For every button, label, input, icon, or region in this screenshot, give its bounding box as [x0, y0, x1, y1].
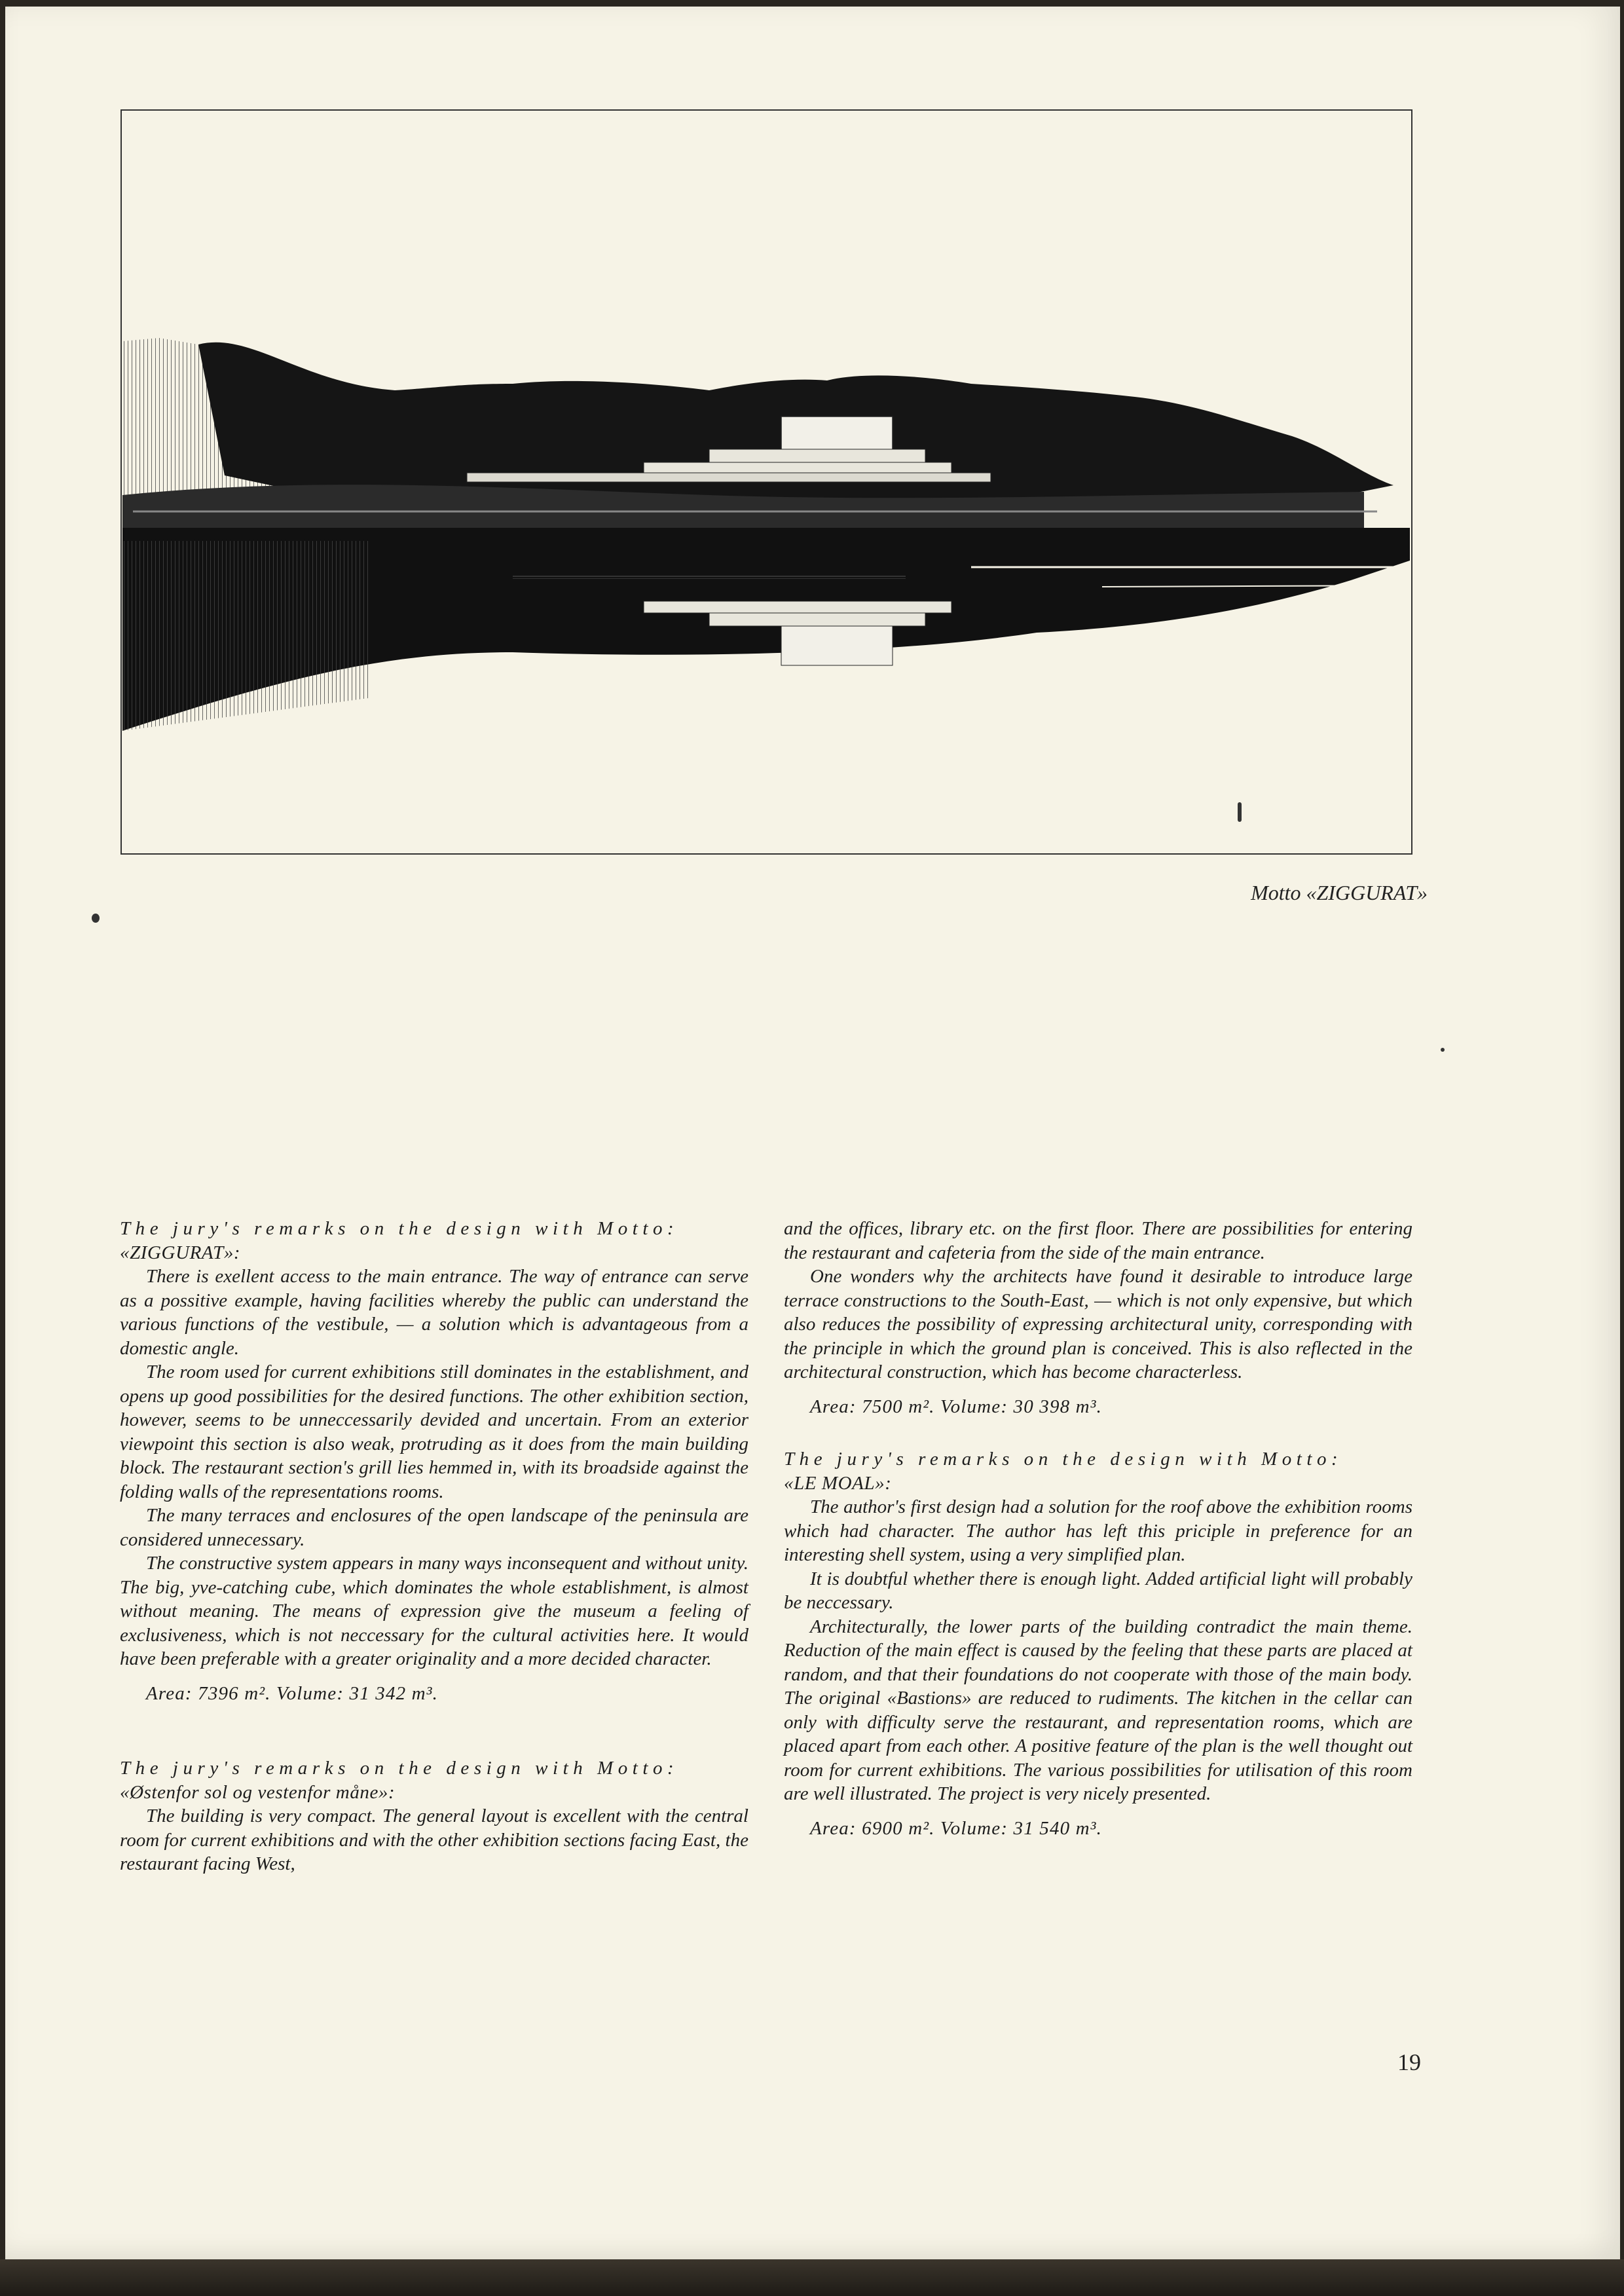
paragraph: One wonders why the architects have found it desirable to introduce large terrace constructions to the South-East, — which is not only expensive, but which also reduces the possibility of expressing architectural unity, corresponding with the principle in which the ground plan is conceived. This is also reflected in the architectural construction, which has become characterless. [784, 1266, 1412, 1382]
section-ostenfor [120, 1756, 748, 1876]
left-column [120, 1217, 748, 1876]
paragraph: There is exellent access to the main entrance. The way of entrance can serve as a possitive example, having facilities whereby the public can understand the various functions of the vestibule, — a solution which is advantageous from a domestic angle. [120, 1266, 748, 1359]
area-volume: Area: 7500 m². Volume: 30 398 m³. [810, 1396, 1103, 1417]
ink-speck [1238, 802, 1242, 822]
ink-speck [92, 914, 100, 923]
paragraph: The constructive system appears in many ways inconsequent and without unity. The big, yve-catching cube, which dominates the whole establishment, is almost without meaning. The means of expression give the museum a feeling of exclusiveness, which is not neccessary for the cultural activities here. It would have been preferable with a greater originality and a more decided character. [120, 1553, 748, 1669]
right-column [784, 1217, 1412, 1840]
heading-text: The jury's remarks on the design with Motto: [120, 1218, 679, 1239]
section-le-moal [784, 1447, 1412, 1840]
paragraph: The building is very compact. The general layout is excellent with the central room for current exhibitions and with the other exhibition sections facing East, the restaurant facing West, [120, 1805, 748, 1874]
cliff-reflection [122, 541, 369, 731]
ink-speck [1441, 1048, 1445, 1052]
area-volume: Area: 7396 m². Volume: 31 342 m³. [146, 1682, 439, 1704]
paragraph: Architecturally, the lower parts of the building contradict the main theme. Reduction of the main effect is caused by the feeling that these parts are placed at random, and that their foundations do not cooperate with those of the main body. The original «Bastions» are reduced to rudiments. The kitchen in the cellar can only with difficulty serve the restaurant, and representation rooms, which are placed apart from each other. A positive feature of the plan is the well thought out room for current exhibitions. The various possibilities for utilisation of this room are well illustrated. The project is very nicely presented. [784, 1616, 1412, 1804]
heading-text: The jury's remarks on the design with Motto: [784, 1449, 1343, 1470]
drawing-svg [120, 109, 1413, 855]
heading-motto: «ZIGGURAT»: [120, 1242, 241, 1263]
spacer [784, 1418, 1412, 1447]
section-ziggurat [120, 1217, 748, 1705]
page-number: 19 [1397, 2049, 1421, 2075]
section-heading [784, 1447, 1412, 1495]
spacer [120, 1705, 748, 1756]
ziggurat-landscape-drawing [120, 109, 1413, 855]
heading-text: The jury's remarks on the design with Motto: [120, 1758, 679, 1779]
heading-motto: «LE MOAL»: [784, 1472, 892, 1494]
paragraph-continued: and the offices, library etc. on the first floor. There are possibilities for entering the restaurant and cafeteria from the side of the main entrance. [784, 1218, 1412, 1263]
paragraph: The room used for current exhibitions still dominates in the establishment, and opens up good possibilities for the desired functions. The other exhibition section, however, seems to be unneccessarily devided and uncertain. From an exterior viewpoint this section is also weak, protruding as it does from the main building block. The restaurant section's grill lies hemmed in, with its broadside against the folding walls of the representations rooms. [120, 1361, 748, 1502]
heading-motto: «Østenfor sol og vestenfor måne»: [120, 1781, 396, 1803]
section-heading [120, 1217, 748, 1265]
paragraph: The author's first design had a solution for the roof above the exhibition rooms which had character. The author has left this priciple in preference for an interesting shell system, using a very simplified plan. [784, 1496, 1412, 1565]
area-volume: Area: 6900 m². Volume: 31 540 m³. [810, 1817, 1103, 1839]
paragraph: The many terraces and enclosures of the open landscape of the peninsula are considered unnecessary. [120, 1505, 748, 1550]
page-bottom-edge [0, 2259, 1624, 2296]
section-ostenfor-continued [784, 1217, 1412, 1418]
illustration-caption: Motto «ZIGGURAT» [1251, 881, 1428, 904]
section-heading [120, 1756, 748, 1804]
paragraph: It is doubtful whether there is enough light. Added artificial light will probably be neccessary. [784, 1568, 1412, 1613]
